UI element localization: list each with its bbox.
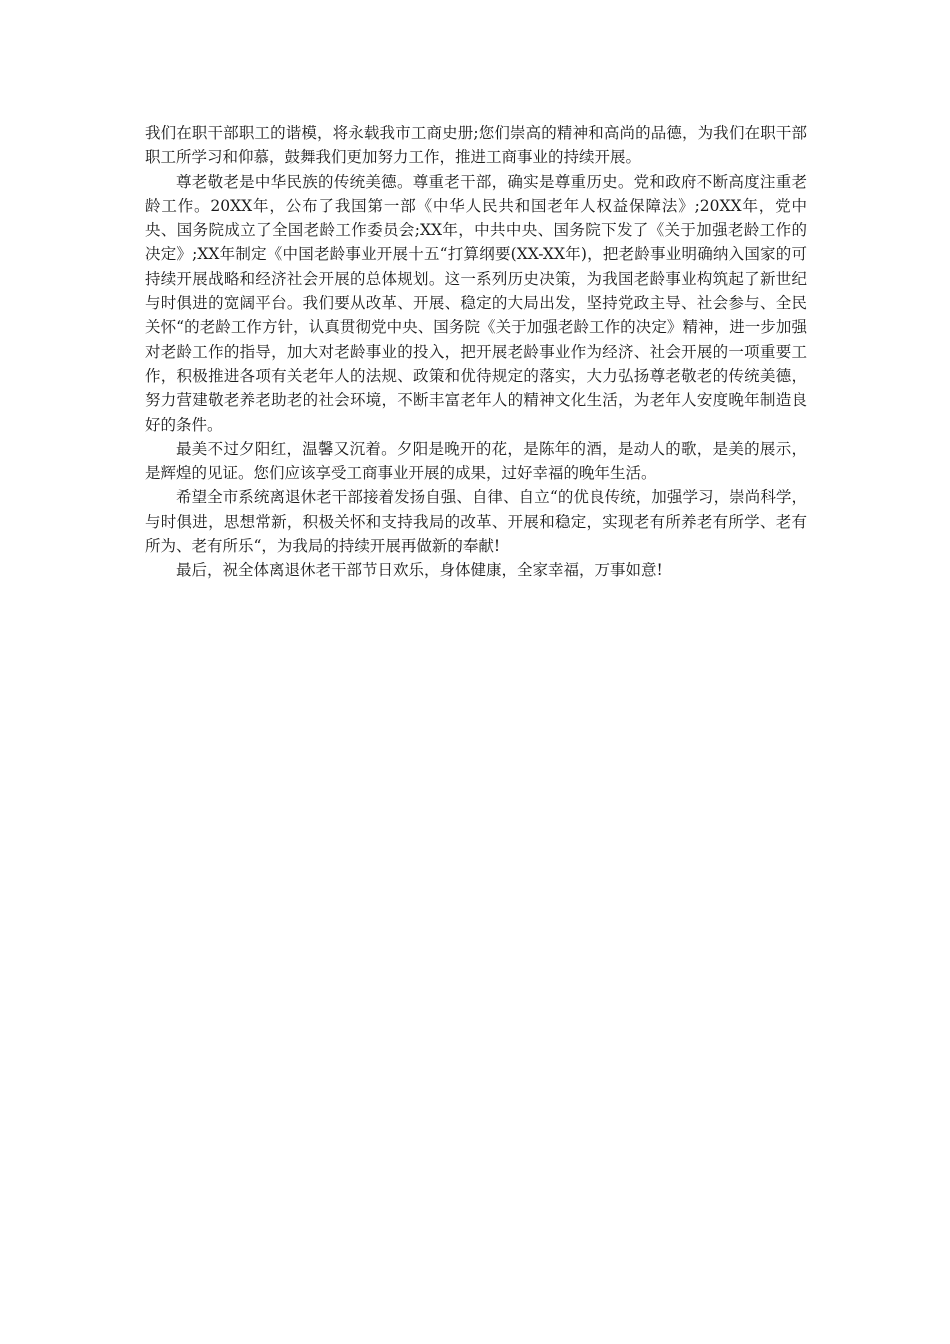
paragraph-1: 我们在职干部职工的谐模，将永载我市工商史册;您们崇高的精神和高尚的品德，为我们在职干部职工所学习和仰慕，鼓舞我们更加努力工作，推进工商事业的持续开展。 [145, 124, 807, 167]
paragraph-4: 希望全市系统离退休老干部接着发扬自强、自律、自立“的优良传统，加强学习，崇尚科学，与时俱进，思想常新，积极关怀和支持我局的改革、开展和稳定，实现老有所养老有所学、老有所为、老有所乐“，为我局的持续开展再做新的奉献! [145, 488, 807, 556]
paragraph-2: 尊老敬老是中华民族的传统美德。尊重老干部，确实是尊重历史。党和政府不断高度注重老龄工作。20XX年，公布了我国第一部《中华人民共和国老年人权益保障法》;20XX年，党中央、国务院成立了全国老龄工作委员会;XX年，中共中央、国务院下发了《关于加强老龄工作的决定》;XX年制定《中国老龄事业开展十五“打算纲要(XX-XX年)，把老龄事业明确纳入国家的可持续开展战略和经济社会开展的总体规划。这一系列历史决策，为我国老龄事业构筑起了新世纪与时俱进的宽阔平台。我们要从改革、开展、稳定的大局出发，坚持党政主导、社会参与、全民关怀“的老龄工作方针，认真贯彻党中央、国务院《关于加强老龄工作的决定》精神，进一步加强对老龄工作的指导，加大对老龄事业的投入，把开展老龄事业作为经济、社会开展的一项重要工作，积极推进各项有关老年人的法规、政策和优待规定的落实，大力弘扬尊老敬老的传统美德，努力营建敬老养老助老的社会环境，不断丰富老年人的精神文化生活，为老年人安度晚年制造良好的条件。 [145, 172, 807, 434]
paragraph-5: 最后，祝全体离退休老干部节日欢乐，身体健康，全家幸福，万事如意! [176, 561, 663, 580]
document-body [145, 121, 807, 583]
paragraph-3: 最美不过夕阳红，温馨又沉着。夕阳是晚开的花，是陈年的酒，是动人的歌，是美的展示，是辉煌的见证。您们应该享受工商事业开展的成果，过好幸福的晚年生活。 [145, 439, 807, 483]
